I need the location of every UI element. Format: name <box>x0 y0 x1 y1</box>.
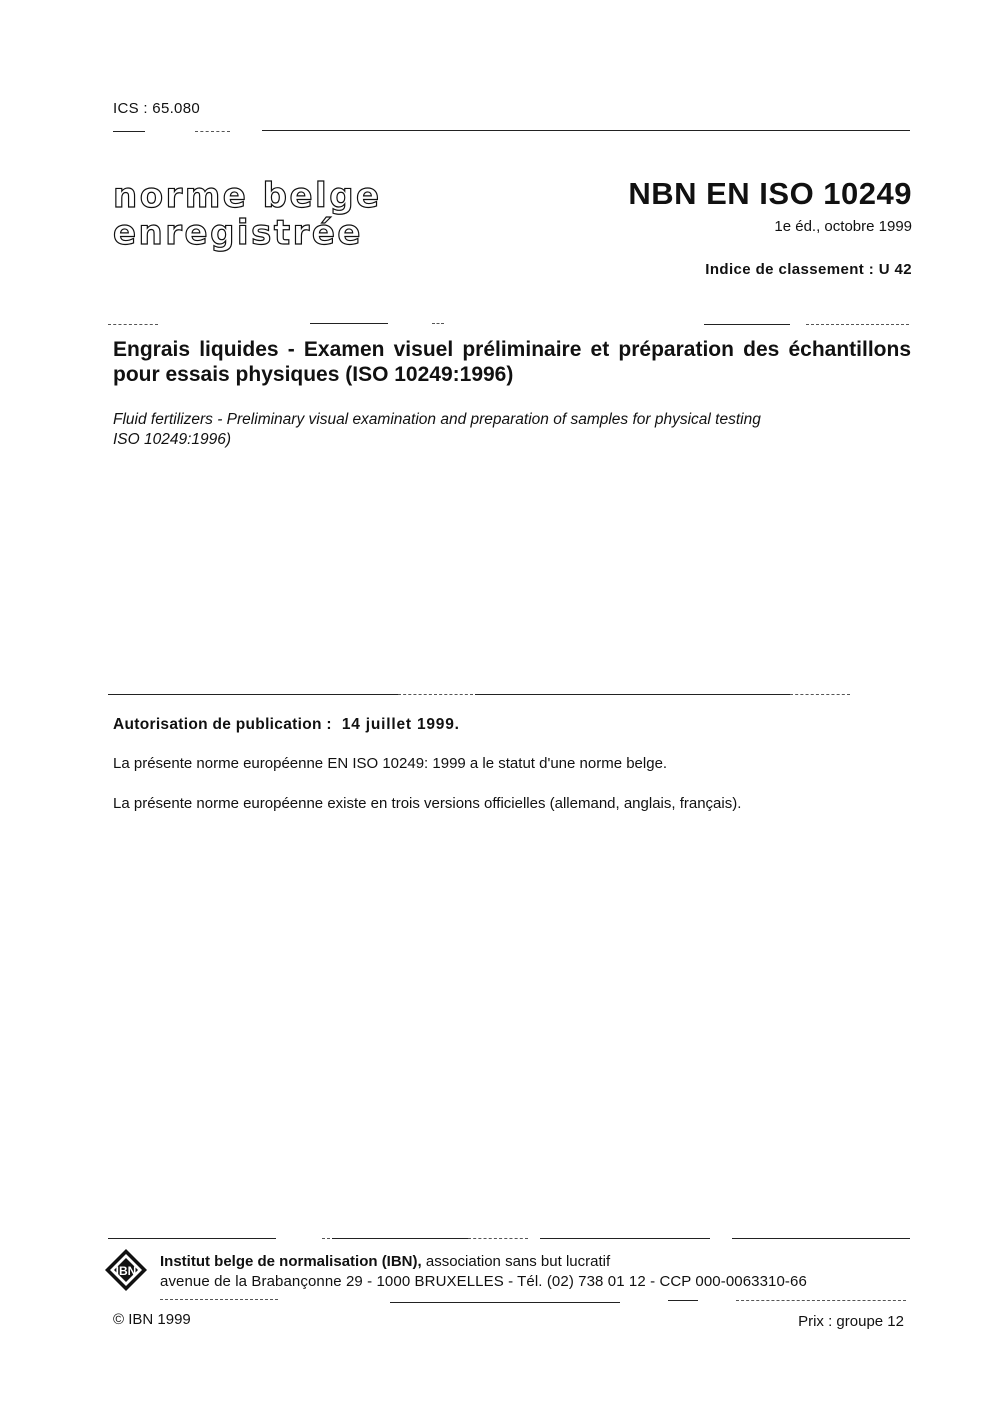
footer-rule-3 <box>332 1238 468 1239</box>
header-rule-left <box>113 131 145 132</box>
french-title: Engrais liquides - Examen visuel préliminaire et préparation des échantillons pour essais physiques (ISO 10249:1996) <box>113 338 911 386</box>
ibn-logo-icon <box>104 1248 148 1292</box>
ics-code: ICS : 65.080 <box>113 100 200 117</box>
middle-rule-1 <box>108 694 398 695</box>
footer-bottom-rule-2 <box>390 1302 620 1303</box>
footer-rule-5 <box>540 1238 710 1239</box>
norme-belge-title-line2: enregistrée <box>113 213 363 254</box>
versions-paragraph: La présente norme européenne existe en trois versions officielles (allemand, anglais, français). <box>113 795 742 812</box>
title-rule-1 <box>108 324 158 325</box>
header-rule-mid <box>195 131 230 132</box>
footer-rule-4 <box>468 1238 528 1239</box>
institute-line <box>160 1253 610 1270</box>
copyright: © IBN 1999 <box>113 1311 191 1328</box>
ibn-logo-text: IBN <box>115 1264 137 1278</box>
title-rule-3 <box>432 323 444 324</box>
status-paragraph: La présente norme européenne EN ISO 10249: 1999 a le statut d'une norme belge. <box>113 755 668 772</box>
norme-belge-title-line1: norme belge <box>113 176 382 216</box>
edition-date: 1e éd., octobre 1999 <box>774 218 912 235</box>
institute-description: association sans but lucratif <box>425 1253 611 1270</box>
publication-authorisation <box>113 716 460 734</box>
publication-label: Autorisation de publication : <box>113 716 332 733</box>
standard-number: NBN EN ISO 10249 <box>628 176 912 211</box>
english-title <box>113 410 833 450</box>
title-rule-4 <box>704 324 790 325</box>
footer-bottom-rule-1 <box>160 1299 278 1300</box>
title-rule-2 <box>310 323 388 324</box>
norme-belge-title <box>113 178 382 253</box>
footer-rule-2 <box>322 1238 330 1239</box>
middle-rule-3 <box>475 694 790 695</box>
institute-name: Institut belge de normalisation (IBN), <box>160 1253 422 1270</box>
footer-rule-6 <box>732 1238 910 1239</box>
classification-index: Indice de classement : U 42 <box>705 261 912 278</box>
english-title-line2: ISO 10249:1996) <box>113 431 232 449</box>
institute-address: avenue de la Brabançonne 29 - 1000 BRUXELLES - Tél. (02) 738 01 12 - CCP 000-0063310-66 <box>160 1273 807 1290</box>
header-rule-right <box>262 130 910 131</box>
title-rule-5 <box>806 324 909 325</box>
english-title-line1: Fluid fertilizers - Preliminary visual examination and preparation of samples for physical testing <box>113 411 761 428</box>
footer-rule-1 <box>108 1238 276 1239</box>
publication-date: 14 juillet 1999. <box>341 716 460 733</box>
middle-rule-2 <box>398 694 473 695</box>
middle-rule-4 <box>790 694 850 695</box>
footer-bottom-rule-3 <box>668 1300 698 1301</box>
footer-bottom-rule-4 <box>736 1300 906 1301</box>
price-group: Prix : groupe 12 <box>798 1313 904 1330</box>
